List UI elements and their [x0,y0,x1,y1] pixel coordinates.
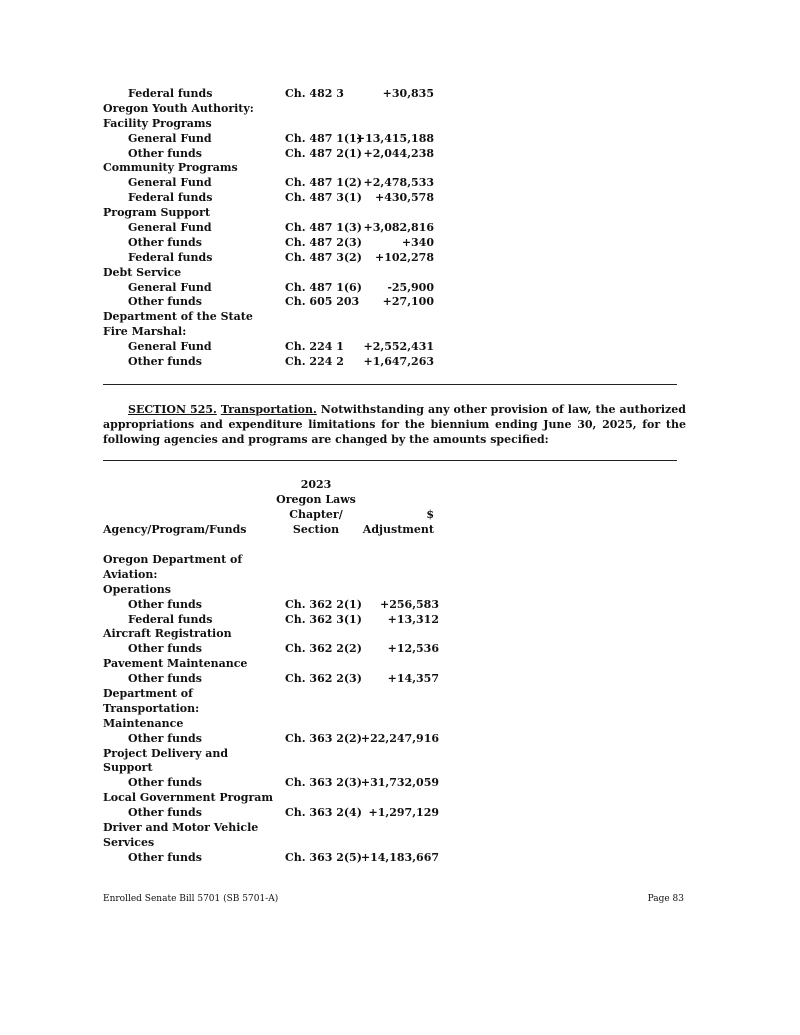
row-label: Other funds [128,235,202,249]
table-row [103,776,448,791]
section-title: Transportation. [220,403,317,416]
column-header-agency: Agency/Program/Funds [103,523,247,536]
row-amount: +27,100 [382,295,434,309]
row-label: Other funds [128,731,202,745]
table-row [103,147,443,162]
section-text: Notwithstanding any other provision of law, the authorized appropriations and expenditure limitations for the biennium ending June 30, 2025, for the following agencies and programs are changed by the amounts specified: [103,403,686,446]
row-label: Other funds [128,597,202,611]
row-chapter: Ch. 224 1 [285,340,344,354]
table-row [103,310,443,325]
row-chapter: Ch. 487 3(2) [285,250,362,264]
table-row [103,117,443,132]
table-row [103,791,448,806]
header-chapter: Chapter/ [289,508,343,521]
table-row [103,102,443,117]
row-chapter: Ch. 363 2(3) [285,776,362,790]
row-amount: +2,478,533 [363,176,434,190]
row-label: Oregon Youth Authority: [103,101,254,115]
row-amount: +31,732,059 [360,776,439,790]
row-label: Other funds [128,295,202,309]
table-row [103,355,443,370]
row-label: General Fund [128,340,212,354]
table-row [103,568,448,583]
row-amount: +2,044,238 [363,146,434,160]
row-label: Other funds [128,806,202,820]
row-amount: +340 [401,235,434,249]
row-chapter: Ch. 487 1(1) [285,131,362,145]
row-label: Driver and Motor Vehicle [103,821,259,835]
row-chapter: Ch. 487 1(2) [285,176,362,190]
header-adjustment: Adjustment [362,523,434,536]
table-row [103,132,443,147]
row-label: General Fund [128,280,212,294]
row-label: Fire Marshal: [103,325,187,339]
footer-bill-name: Enrolled Senate Bill 5701 (SB 5701-A) [103,894,279,904]
table-row [103,87,443,102]
row-amount: +256,583 [380,597,439,611]
row-amount: +13,312 [387,612,439,626]
row-label: Debt Service [103,265,182,279]
table-row [103,657,448,672]
row-chapter: Ch. 487 2(3) [285,235,362,249]
row-label: Aviation: [103,567,158,581]
row-chapter: Ch. 363 2(4) [285,806,362,820]
row-label: Maintenance [103,716,184,730]
row-label: Federal funds [128,250,213,264]
row-label: Other funds [128,642,202,656]
row-label: General Fund [128,131,212,145]
table-row [103,266,443,281]
column-header-chapter [268,477,364,537]
row-chapter: Ch. 487 2(1) [285,146,362,160]
row-label: Other funds [128,146,202,160]
row-label: Project Delivery and [103,746,229,760]
row-chapter: Ch. 362 2(2) [285,642,362,656]
column-header-adjustment [354,507,434,537]
row-label: Support [103,761,153,775]
table-row [103,191,443,206]
row-amount: +102,278 [375,250,434,264]
row-amount: +1,297,129 [368,806,439,820]
table-row [103,176,443,191]
table-row [103,613,448,628]
table-row [103,325,443,340]
row-chapter: Ch. 363 2(2) [285,731,362,745]
row-chapter: Ch. 487 1(3) [285,221,362,235]
row-amount: +13,415,188 [355,131,434,145]
section-525-paragraph [103,402,686,447]
row-label: General Fund [128,176,212,190]
row-label: Services [103,835,155,849]
row-label: Federal funds [128,612,213,626]
row-chapter: Ch. 482 3 [285,87,344,100]
row-label: Transportation: [103,701,200,715]
row-amount: +14,357 [387,672,439,686]
row-label: Local Government Program [103,791,274,805]
header-dollar: $ [426,508,434,521]
table-row [103,642,448,657]
table-row [103,821,448,836]
row-label: Federal funds [128,87,213,100]
header-oregon-laws: Oregon Laws [276,493,356,506]
row-label: Aircraft Registration [103,627,232,641]
table-row [103,717,448,732]
row-label: Department of the State [103,310,253,324]
row-label: Pavement Maintenance [103,657,248,671]
table-row [103,836,448,851]
row-label: Operations [103,582,171,596]
row-label: Program Support [103,206,211,220]
table-row [103,672,448,687]
row-label: Other funds [128,355,202,369]
row-amount: -25,900 [387,280,434,294]
row-label: General Fund [128,221,212,235]
row-label: Other funds [128,776,202,790]
row-chapter: Ch. 362 2(3) [285,672,362,686]
row-label: Community Programs [103,161,238,175]
table-row [103,761,448,776]
row-label: Facility Programs [103,116,212,130]
row-label: Other funds [128,850,202,864]
row-label: Department of [103,687,193,701]
table-row [103,236,443,251]
row-amount: +430,578 [375,191,434,205]
horizontal-rule [103,460,677,461]
table-row [103,598,448,613]
row-chapter: Ch. 363 2(5) [285,850,362,864]
table-row [103,627,448,642]
appropriations-table-continued [103,87,443,370]
row-amount: +2,552,431 [363,340,434,354]
table-row [103,553,448,568]
header-year: 2023 [300,478,332,491]
table-row [103,295,443,310]
row-chapter: Ch. 224 2 [285,355,344,369]
row-label: Other funds [128,672,202,686]
horizontal-rule [103,384,677,385]
footer-page-number: Page 83 [647,894,684,904]
table-row [103,583,448,598]
table-row [103,806,448,821]
table-row [103,702,448,717]
transportation-table [103,553,448,866]
row-amount: +12,536 [387,642,439,656]
section-number: SECTION 525. [128,403,217,416]
row-chapter: Ch. 487 1(6) [285,280,362,294]
row-chapter: Ch. 605 203 [285,295,360,309]
table-row [103,687,448,702]
row-label: Oregon Department of [103,553,243,566]
row-amount: +1,647,263 [363,355,434,369]
row-amount: +30,835 [382,87,434,100]
row-amount: +3,082,816 [363,221,434,235]
row-amount: +22,247,916 [360,731,439,745]
table-row [103,340,443,355]
table-row [103,851,448,866]
row-chapter: Ch. 487 3(1) [285,191,362,205]
row-chapter: Ch. 362 3(1) [285,612,362,626]
table-row [103,221,443,236]
table-row [103,281,443,296]
table-row [103,161,443,176]
table-row [103,732,448,747]
row-amount: +14,183,667 [360,850,439,864]
table-row [103,747,448,762]
header-section: Section [292,523,340,536]
table-row [103,206,443,221]
row-chapter: Ch. 362 2(1) [285,597,362,611]
row-label: Federal funds [128,191,213,205]
table-row [103,251,443,266]
